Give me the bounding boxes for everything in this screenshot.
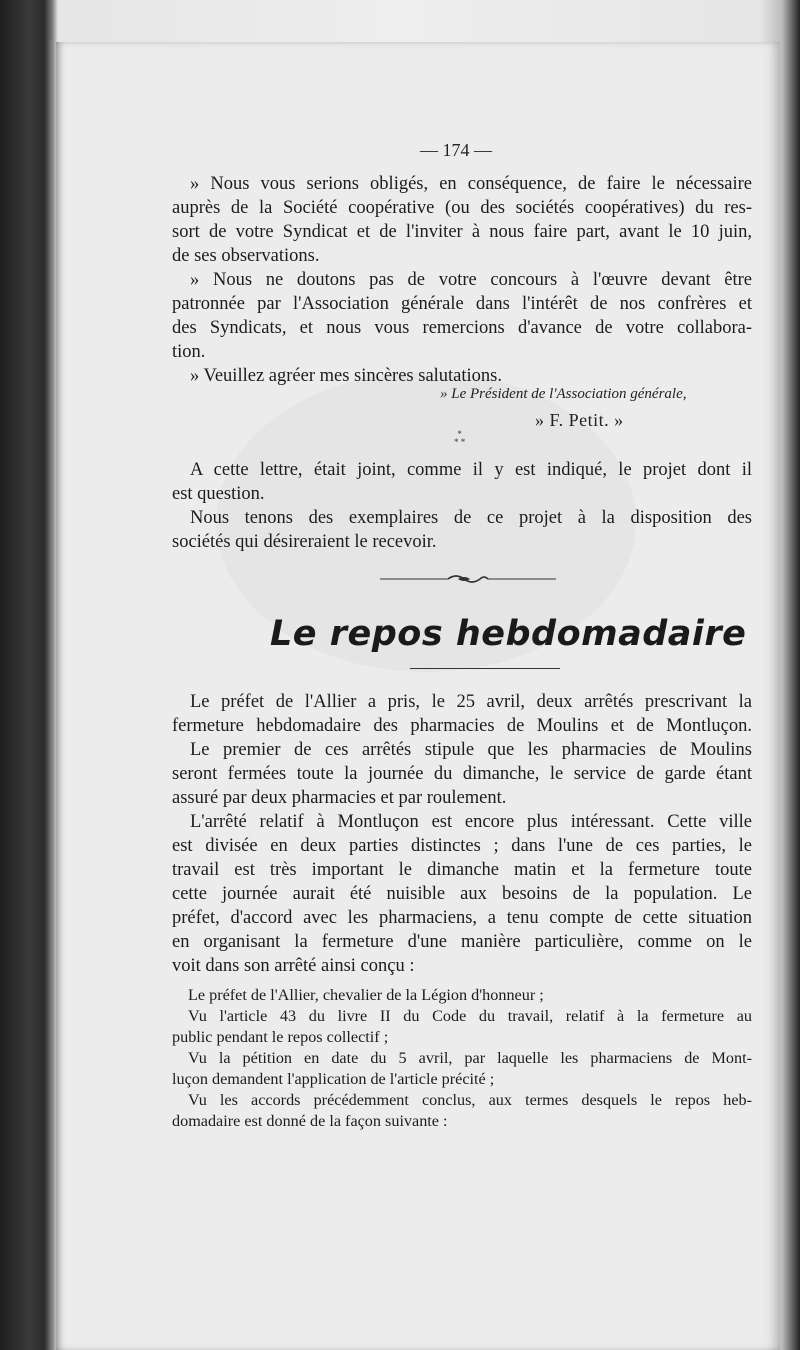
text-line: L'arrêté relatif à Montluçon est encore plus intéressant. Cette ville: [190, 812, 752, 832]
text-line: » Nous vous serions obligés, en conséquence, de faire le nécessaire: [190, 174, 752, 194]
text-line: des Syndicats, et nous vous remercions d'avance de votre collabora-: [172, 318, 752, 338]
quote-line: public pendant le repos collectif ;: [172, 1028, 389, 1046]
text-line: patronnée par l'Association générale dans l'intérêt de nos confrères et: [172, 294, 752, 314]
quote-line: Vu la pétition en date du 5 avril, par laquelle les pharmaciens de Mont-: [188, 1049, 752, 1067]
text-line: auprès de la Société coopérative (ou des sociétés coopératives) du res-: [172, 198, 752, 218]
text-line: assuré par deux pharmacies et par roulement.: [172, 788, 507, 808]
text-line: » Veuillez agréer mes sincères salutations.: [190, 366, 502, 386]
text-line: est divisée en deux parties distinctes ; dans l'une de ces parties, le: [172, 836, 752, 856]
text-line: tion.: [172, 342, 206, 362]
text-line: A cette lettre, était joint, comme il y est indiqué, le projet dont il: [190, 460, 752, 480]
quote-line: Vu les accords précédemment conclus, aux termes desquels le repos heb-: [188, 1091, 752, 1109]
text-line: en organisant la fermeture d'une manière particulière, comme on le: [172, 932, 752, 952]
quote-line: domadaire est donné de la façon suivante :: [172, 1112, 448, 1130]
text-line: seront fermées toute la journée du dimanche, le service de garde étant: [172, 764, 752, 784]
text-line: voit dans son arrêté ainsi conçu :: [172, 956, 415, 976]
text-line: est question.: [172, 484, 265, 504]
quote-line: luçon demandent l'application de l'article précité ;: [172, 1070, 495, 1088]
text-line: Le premier de ces arrêtés stipule que les pharmacies de Moulins: [190, 740, 752, 760]
text-line: sociétés qui désireraient le recevoir.: [172, 532, 437, 552]
text-line: cette journée aurait été nuisible aux besoins de la population. Le: [172, 884, 752, 904]
quote-line: Vu l'article 43 du livre II du Code du travail, relatif à la fermeture au: [188, 1007, 752, 1025]
text-line: travail est très important le dimanche matin et la fermeture toute: [172, 860, 752, 880]
quote-line: Le préfet de l'Allier, chevalier de la Légion d'honneur ;: [188, 986, 544, 1004]
page-number: — 174 —: [420, 140, 492, 160]
asterism-ornament: * * *: [454, 429, 466, 447]
text-line: Nous tenons des exemplaires de ce projet à la disposition des: [190, 508, 752, 528]
section-title: Le repos hebdomadaire: [270, 614, 747, 654]
binding-edge: [48, 40, 54, 1350]
signature-role: » Le Président de l'Association générale,: [440, 386, 687, 402]
text-line: fermeture hebdomadaire des pharmacies de Moulins et de Montluçon.: [172, 716, 752, 736]
title-underline: [410, 668, 560, 669]
section-divider-ornament: [380, 572, 556, 586]
text-line: Le préfet de l'Allier a pris, le 25 avril, deux arrêtés prescrivant la: [190, 692, 752, 712]
signature-name: » F. Petit. »: [535, 410, 624, 430]
text-line: » Nous ne doutons pas de votre concours à l'œuvre devant être: [190, 270, 752, 290]
text-line: sort de votre Syndicat et de l'inviter à nous faire part, avant le 10 juin,: [172, 222, 752, 242]
text-line: de ses observations.: [172, 246, 320, 266]
text-line: préfet, d'accord avec les pharmaciens, a tenu compte de cette situation: [172, 908, 752, 928]
